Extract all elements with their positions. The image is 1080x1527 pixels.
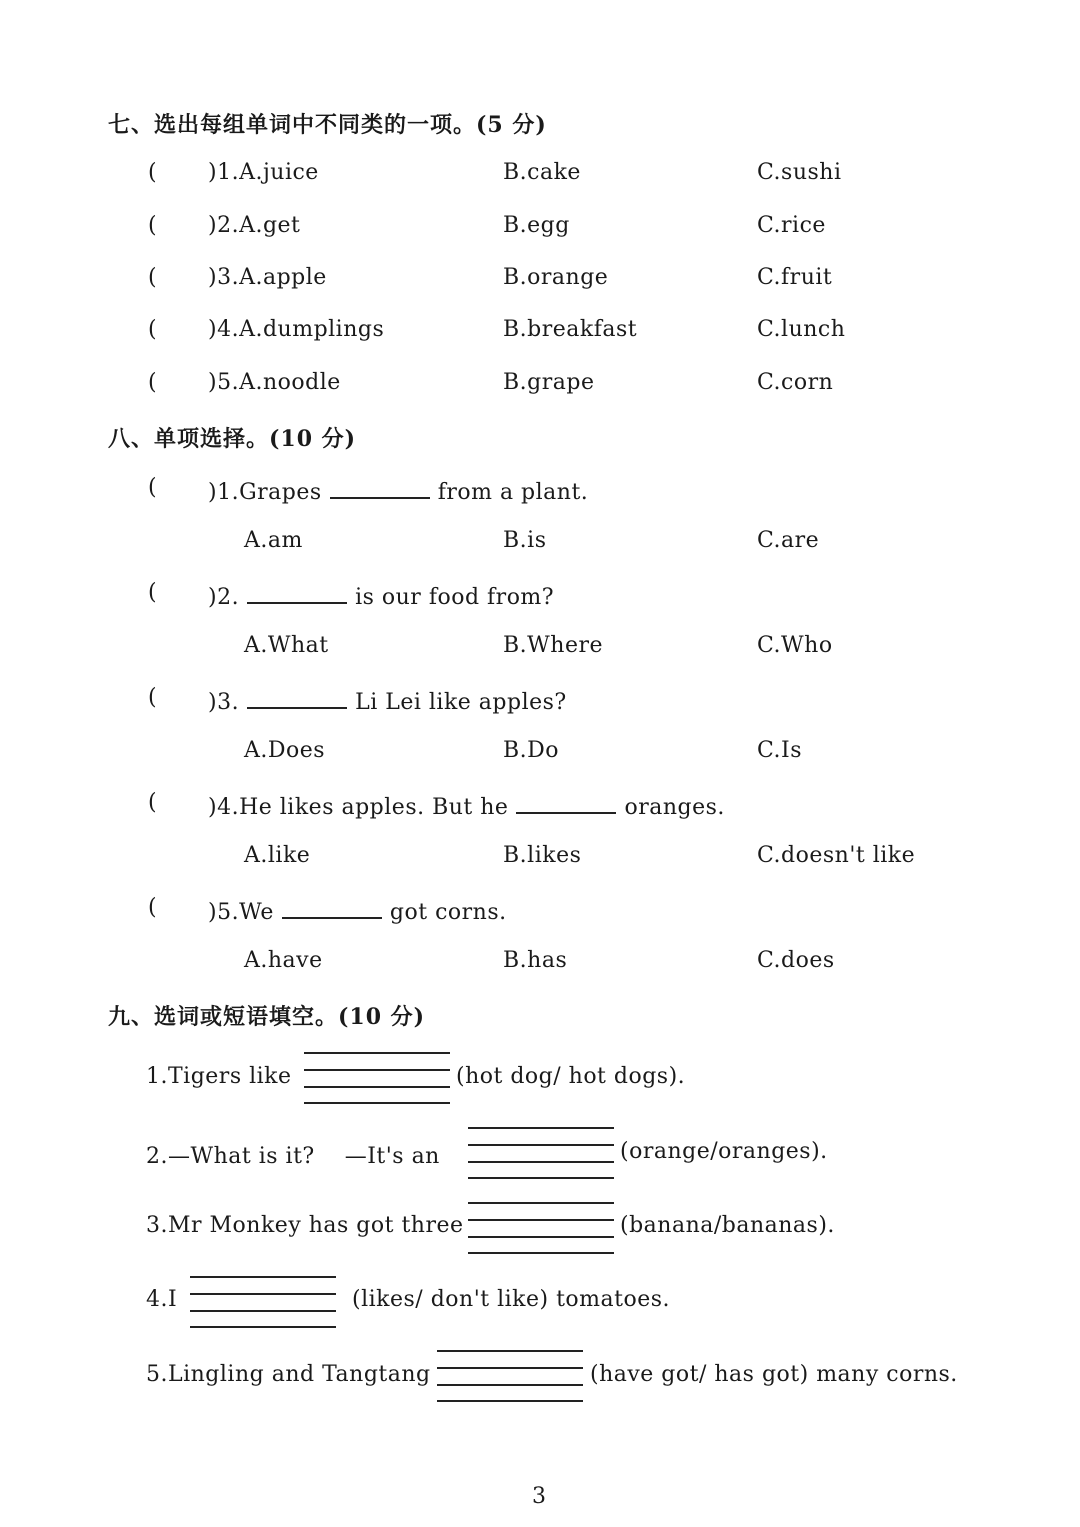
option-c: C.doesn't like	[757, 843, 916, 868]
question-text	[208, 580, 554, 610]
option-b: B.Do	[503, 738, 560, 763]
answer-paren[interactable]: (	[148, 370, 157, 395]
answer-paren[interactable]: (	[148, 317, 157, 342]
section-8-heading: 八、单项选择。(10 分)	[108, 426, 357, 452]
section-7-heading: 七、选出每组单词中不同类的一项。(5 分)	[108, 112, 547, 138]
answer-paren[interactable]: (	[148, 580, 157, 605]
option-c: C.Is	[757, 738, 803, 763]
answer-blank[interactable]	[516, 790, 616, 814]
option-c: C.fruit	[757, 265, 833, 290]
question-pre: )3.	[208, 690, 240, 715]
fill-in-choices: (have got/ has got) many corns.	[590, 1362, 958, 1387]
option-b: B.egg	[503, 213, 570, 238]
question-text	[208, 475, 588, 505]
fill-in-choices: (banana/bananas).	[620, 1213, 835, 1238]
option-c: C.Who	[757, 633, 833, 658]
question-post: from a plant.	[437, 480, 589, 505]
answer-paren[interactable]: (	[148, 160, 157, 185]
option-b: B.likes	[503, 843, 582, 868]
question-post: got corns.	[389, 900, 507, 925]
option-c: C.corn	[757, 370, 834, 395]
answer-paren[interactable]: (	[148, 790, 157, 815]
fill-in-prompt: 1.Tigers like	[146, 1064, 292, 1089]
option-c: C.lunch	[757, 317, 846, 342]
answer-paren[interactable]: (	[148, 895, 157, 920]
option-a: )2.A.get	[208, 213, 301, 238]
answer-blank[interactable]	[247, 685, 347, 709]
question-post: Li Lei like apples?	[355, 690, 567, 715]
option-b: B.is	[503, 528, 547, 553]
option-a: A.like	[244, 843, 311, 868]
answer-paren[interactable]: (	[148, 213, 157, 238]
option-b: B.Where	[503, 633, 603, 658]
fill-in-prompt: 2.—What is it? —It's an	[146, 1144, 440, 1169]
option-a: )1.A.juice	[208, 160, 319, 185]
question-pre: )2.	[208, 585, 240, 610]
page-number: 3	[532, 1484, 547, 1509]
question-post: oranges.	[624, 795, 725, 820]
option-b: B.has	[503, 948, 568, 973]
section-9-heading: 九、选词或短语填空。(10 分)	[108, 1004, 426, 1030]
option-c: C.does	[757, 948, 835, 973]
question-text	[208, 685, 567, 715]
question-pre: )4.He likes apples. But he	[208, 795, 509, 820]
answer-paren[interactable]: (	[148, 475, 157, 500]
fill-in-prompt: 3.Mr Monkey has got three	[146, 1213, 464, 1238]
option-a: A.What	[244, 633, 329, 658]
option-b: B.orange	[503, 265, 609, 290]
option-c: C.are	[757, 528, 820, 553]
option-a: )4.A.dumplings	[208, 317, 385, 342]
option-c: C.sushi	[757, 160, 842, 185]
fill-in-choices: (likes/ don't like) tomatoes.	[352, 1287, 671, 1312]
option-a: A.am	[244, 528, 303, 553]
question-post: is our food from?	[355, 585, 555, 610]
answer-blank[interactable]	[330, 475, 430, 499]
answer-blank[interactable]	[282, 895, 382, 919]
fill-in-prompt: 4.I	[146, 1287, 178, 1312]
option-a: A.Does	[244, 738, 326, 763]
question-text	[208, 790, 725, 820]
fill-in-choices: (hot dog/ hot dogs).	[456, 1064, 686, 1089]
question-pre: )5.We	[208, 900, 274, 925]
question-pre: )1.Grapes	[208, 480, 322, 505]
option-a: )3.A.apple	[208, 265, 327, 290]
option-b: B.grape	[503, 370, 595, 395]
fill-in-prompt: 5.Lingling and Tangtang	[146, 1362, 431, 1387]
answer-paren[interactable]: (	[148, 265, 157, 290]
option-a: )5.A.noodle	[208, 370, 341, 395]
fill-in-choices: (orange/oranges).	[620, 1139, 828, 1164]
option-b: B.breakfast	[503, 317, 638, 342]
answer-blank[interactable]	[247, 580, 347, 604]
question-text	[208, 895, 507, 925]
answer-paren[interactable]: (	[148, 685, 157, 710]
option-b: B.cake	[503, 160, 581, 185]
option-c: C.rice	[757, 213, 826, 238]
option-a: A.have	[244, 948, 323, 973]
